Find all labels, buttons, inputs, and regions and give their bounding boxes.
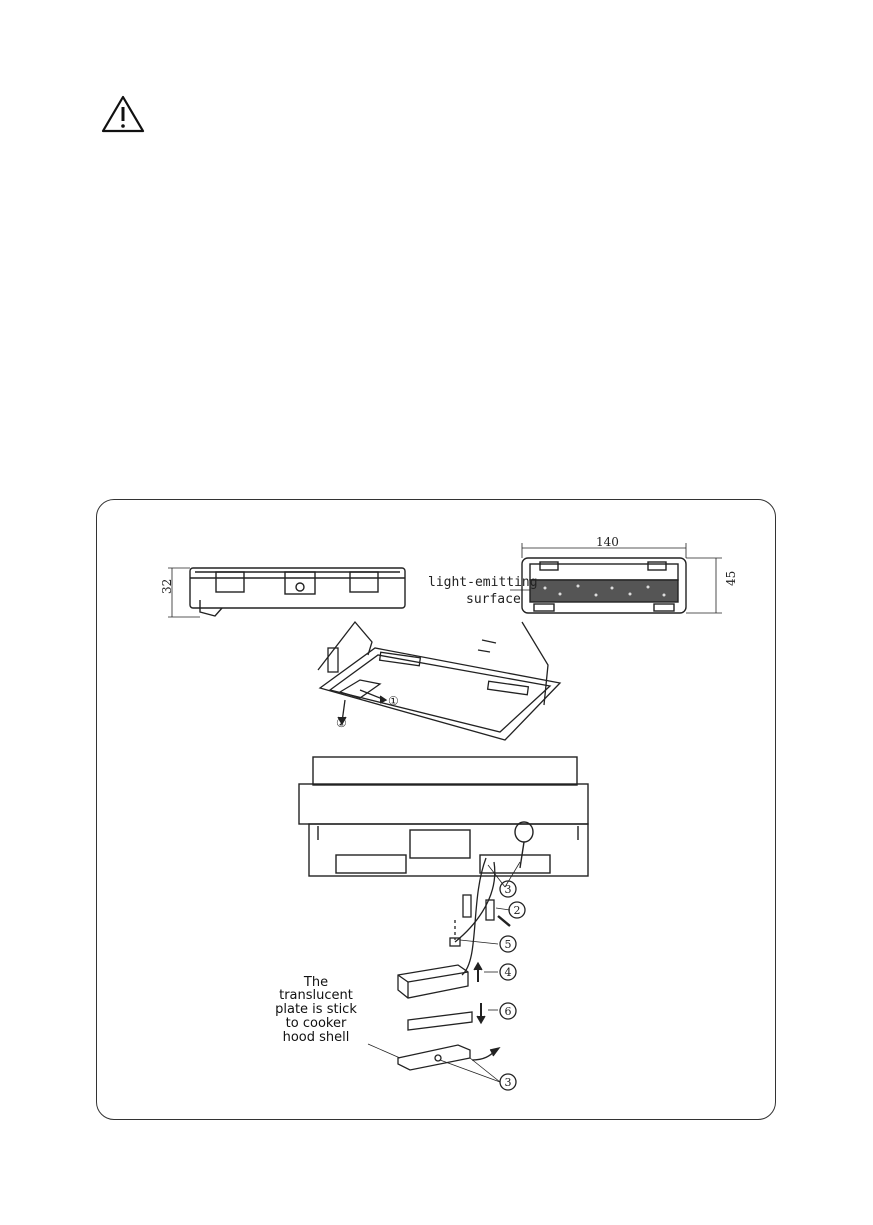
step-markers <box>505 883 521 1089</box>
step-2-marker-bottom: 2 <box>513 904 521 917</box>
step-2-marker: ② <box>336 716 347 730</box>
dim-140-label: 140 <box>596 535 619 549</box>
translucent-plate-note <box>275 975 357 1045</box>
plate-note-line-5: hood shell <box>282 1030 350 1045</box>
step-3-marker-bottom: 3 <box>504 1076 512 1089</box>
lamp-front-view <box>510 543 722 613</box>
exploded-parts <box>368 858 525 1090</box>
step-3-marker-top: 3 <box>504 883 512 896</box>
step-1-marker: ① <box>388 694 399 708</box>
plate-note-line-3: plate is stick <box>275 1002 357 1017</box>
plate-note-line-2: translucent <box>279 988 353 1003</box>
light-emitting-label: light-emitting <box>428 575 538 590</box>
plate-note-line-1: The <box>303 975 329 990</box>
hood-front-view <box>299 757 588 876</box>
step-5-marker: 5 <box>504 938 512 951</box>
step-4-marker: 4 <box>504 966 512 979</box>
surface-label: surface <box>466 592 521 607</box>
hood-underside-view <box>318 622 560 740</box>
plate-note-line-4: to cooker <box>285 1016 347 1031</box>
lamp-side-view <box>168 568 405 617</box>
dim-32-label: 32 <box>160 578 174 594</box>
dim-45-label: 45 <box>724 570 738 586</box>
step-6-marker: 6 <box>504 1005 512 1018</box>
